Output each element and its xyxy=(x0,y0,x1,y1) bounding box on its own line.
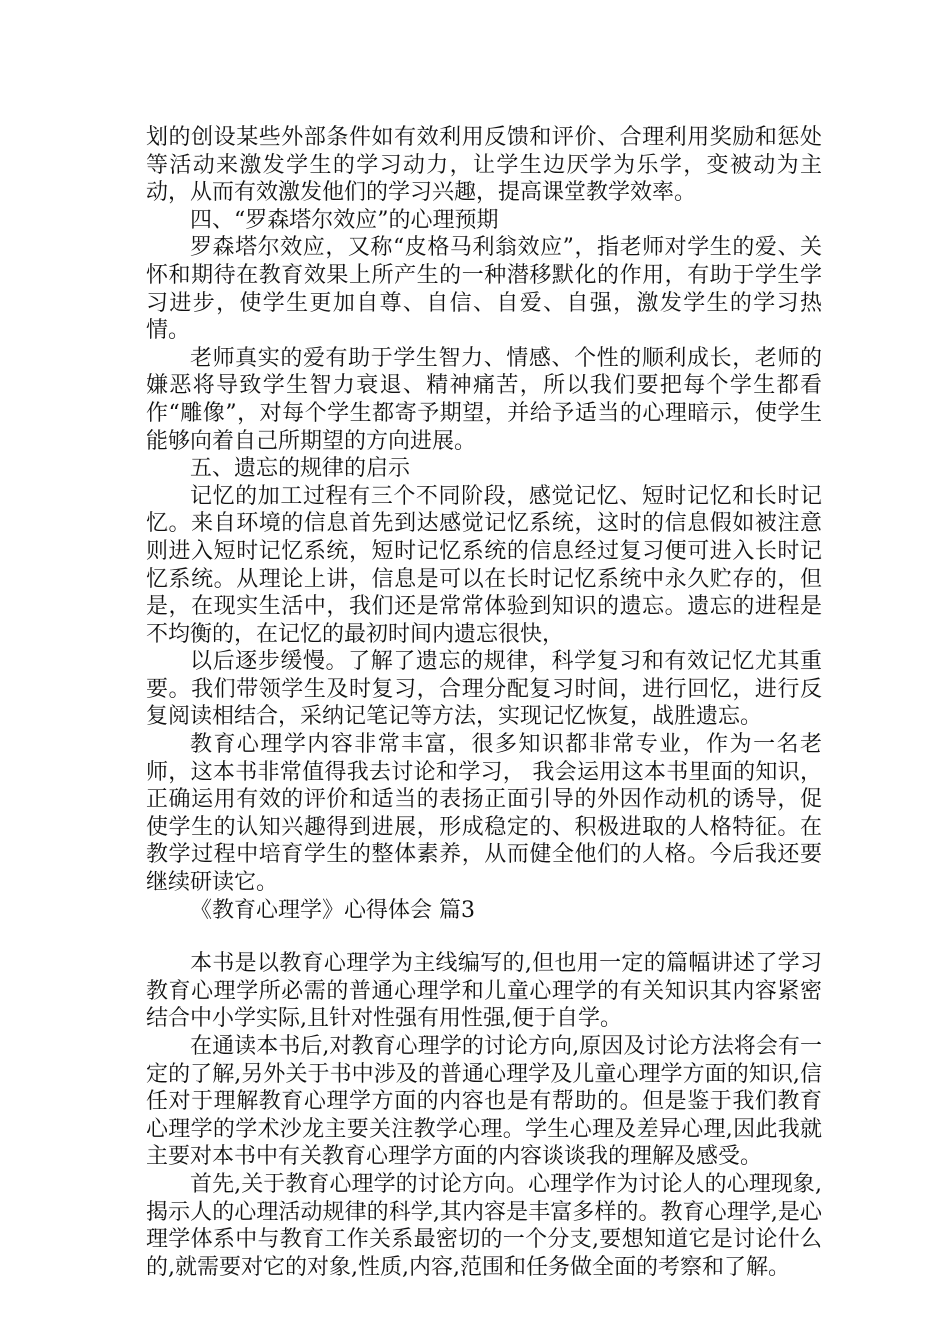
paragraph: 以后逐步缓慢。了解了遗忘的规律，科学复习和有效记忆尤其重要。我们带领学生及时复习，合理分配复习时间，进行回忆，进行反复阅读相结合，采纳记笔记等方法，实现记忆恢复，战胜遗忘。 xyxy=(146,649,822,730)
section-heading-4: 四、“罗森塔尔效应”的心理预期 xyxy=(190,207,499,233)
paragraph: 教育心理学内容非常丰富，很多知识都非常专业，作为一名老师，这本书非常值得我去讨论和学习， 我会运用这本书里面的知识，正确运用有效的评价和适当的表扬正面引导的外因作动机的诱导，促使学生的认知兴趣得到进展，形成稳定的、积极进取的人格特征。在教学过程中培育学生的整体素养，从而健全他们的人格。今后我还要继续研读它。 xyxy=(146,732,822,896)
paragraph: 在通读本书后,对教育心理学的讨论方向,原因及讨论方法将会有一定的了解,另外关于书中涉及的普通心理学及儿童心理学方面的知识,信任对于理解教育心理学方面的内容也是有帮助的。但是鉴于我们教育心理学的学术沙龙主要关注教学心理。学生心理及差异心理,因此我就主要对本书中有关教育心理学方面的内容谈谈我的理解及感受。 xyxy=(146,1034,822,1170)
paragraph: 首先,关于教育心理学的讨论方向。心理学作为讨论人的心理现象,揭示人的心理活动规律的科学,其内容是丰富多样的。教育心理学,是心理学体系中与教育工作关系最密切的一个分支,要想知道它是讨论什么的,就需要对它的对象,性质,内容,范围和任务做全面的考察和了解。 xyxy=(146,1171,822,1280)
spacer xyxy=(146,924,822,950)
section-heading-5: 五、遗忘的规律的启示 xyxy=(190,456,411,482)
document-page xyxy=(146,124,822,1281)
paragraph-continuation: 划的创设某些外部条件如有效利用反馈和评价、合理利用奖励和惩处等活动来激发学生的学习动力，让学生边厌学为乐学，变被动为主动，从而有效激发他们的学习兴趣，提高课堂教学效率。 xyxy=(146,125,822,206)
paragraph: 罗森塔尔效应，又称“皮格马利翁效应”，指老师对学生的爱、关怀和期待在教育效果上所产生的一种潜移默化的作用，有助于学生学习进步，使学生更加自尊、自信、自爱、自强，激发学生的学习热情。 xyxy=(146,235,822,344)
paragraph: 记忆的加工过程有三个不同阶段，感觉记忆、短时记忆和长时记忆。来自环境的信息首先到达感觉记忆系统，这时的信息假如被注意则进入短时记忆系统，短时记忆系统的信息经过复习便可进入长时记忆系统。从理论上讲，信息是可以在长时记忆系统中永久贮存的，但是，在现实生活中，我们还是常常体验到知识的遗忘。遗忘的进程是不均衡的，在记忆的最初时间内遗忘很快， xyxy=(146,483,822,647)
paragraph: 老师真实的爱有助于学生智力、情感、个性的顺利成长，老师的嫌恶将导致学生智力衰退、精神痛苦，所以我们要把每个学生都看作“雕像”，对每个学生都寄予期望，并给予适当的心理暗示，使学生能够向着自己所期望的方向进展。 xyxy=(146,345,822,454)
article-title: 《教育心理学》心得体会 篇3 xyxy=(190,897,475,923)
paragraph: 本书是以教育心理学为主线编写的,但也用一定的篇幅讲述了学习教育心理学所必需的普通心理学和儿童心理学的有关知识其内容紧密结合中小学实际,且针对性强有用性强,便于自学。 xyxy=(146,951,822,1032)
